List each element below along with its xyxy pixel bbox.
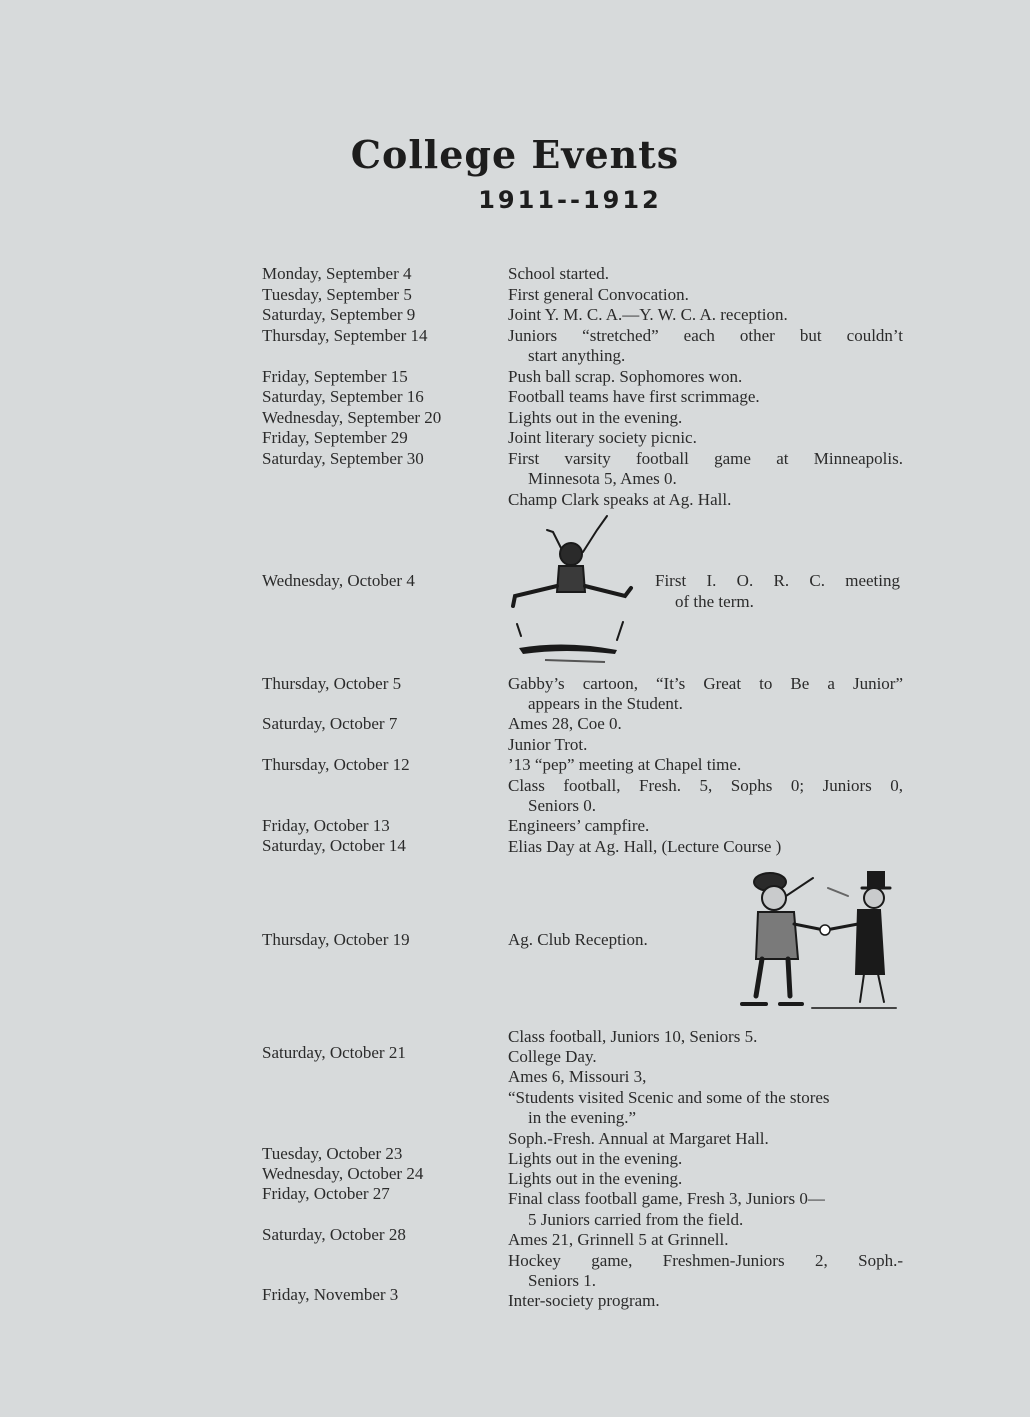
event-line: Class football, Fresh. 5, Sophs 0; Juniors 0, bbox=[508, 776, 903, 795]
event-line: Lights out in the evening. bbox=[508, 1169, 683, 1188]
event-line: Lights out in the evening. bbox=[508, 1149, 683, 1168]
event-line: Ames 28, Coe 0. bbox=[508, 714, 622, 733]
event-line: Final class football game, Fresh 3, Juniors 0— bbox=[508, 1189, 825, 1208]
event-line: Elias Day at Ag. Hall, (Lecture Course ) bbox=[508, 837, 782, 856]
date-line: Saturday, September 16 bbox=[262, 387, 424, 406]
event-line: First I. O. R. C. meeting bbox=[655, 571, 900, 590]
event-line: Ames 21, Grinnell 5 at Grinnell. bbox=[508, 1230, 729, 1249]
event-line: College Day. bbox=[508, 1047, 597, 1066]
date-line: Wednesday, October 24 bbox=[262, 1164, 424, 1183]
event-line: Class football, Juniors 10, Seniors 5. bbox=[508, 1027, 758, 1046]
event-line: 5 Juniors carried from the field. bbox=[528, 1210, 744, 1229]
event-line: appears in the Student. bbox=[528, 694, 683, 713]
event-line: First varsity football game at Minneapolis. bbox=[508, 449, 903, 468]
date-line: Saturday, October 14 bbox=[262, 836, 406, 855]
handshake-cartoon bbox=[728, 864, 903, 1019]
event-line: Ames 6, Missouri 3, bbox=[508, 1067, 647, 1086]
date-line: Friday, September 29 bbox=[262, 428, 408, 447]
event-line: First general Convocation. bbox=[508, 285, 689, 304]
date-line: Wednesday, September 20 bbox=[262, 408, 442, 427]
event-line: Junior Trot. bbox=[508, 735, 588, 754]
event-line: Lights out in the evening. bbox=[508, 408, 683, 427]
event-line: Juniors “stretched” each other but couldn’t bbox=[508, 326, 903, 345]
date-line: Friday, October 27 bbox=[262, 1184, 390, 1203]
date-line: Saturday, October 21 bbox=[262, 1043, 406, 1062]
date-line: Tuesday, October 23 bbox=[262, 1144, 403, 1163]
event-line: Engineers’ campfire. bbox=[508, 816, 650, 835]
date-line: Thursday, October 5 bbox=[262, 674, 402, 693]
event-line: Minnesota 5, Ames 0. bbox=[528, 469, 677, 488]
date-line: Friday, September 15 bbox=[262, 367, 408, 386]
event-line: ’13 “pep” meeting at Chapel time. bbox=[508, 755, 742, 774]
event-line: Champ Clark speaks at Ag. Hall. bbox=[508, 490, 732, 509]
event-line: Push ball scrap. Sophomores won. bbox=[508, 367, 743, 386]
event-line: Soph.-Fresh. Annual at Margaret Hall. bbox=[508, 1129, 769, 1148]
event-line: School started. bbox=[508, 264, 610, 283]
date-line: Thursday, October 12 bbox=[262, 755, 410, 774]
date-line: Saturday, September 30 bbox=[262, 449, 424, 468]
date-line: Tuesday, September 5 bbox=[262, 285, 412, 304]
page-title: College Events bbox=[350, 132, 680, 177]
event-line: of the term. bbox=[675, 592, 754, 611]
event-line: Joint literary society picnic. bbox=[508, 428, 697, 447]
event-line: Seniors 1. bbox=[528, 1271, 596, 1290]
event-line: “Students visited Scenic and some of the stores bbox=[508, 1088, 830, 1107]
date-line: Friday, November 3 bbox=[262, 1285, 399, 1304]
page-subtitle: 1911--1912 bbox=[478, 186, 662, 214]
event-line: Gabby’s cartoon, “It’s Great to Be a Junior” bbox=[508, 674, 903, 693]
event-line: start anything. bbox=[528, 346, 626, 365]
date-line: Thursday, October 19 bbox=[262, 930, 410, 949]
event-line: Inter-society program. bbox=[508, 1291, 660, 1310]
jumping-figure-cartoon bbox=[505, 512, 645, 667]
event-line: Hockey game, Freshmen-Juniors 2, Soph.- bbox=[508, 1251, 903, 1270]
event-line: Football teams have first scrimmage. bbox=[508, 387, 760, 406]
date-line: Saturday, October 28 bbox=[262, 1225, 406, 1244]
date-line: Wednesday, October 4 bbox=[262, 571, 415, 590]
event-line: in the evening.” bbox=[528, 1108, 637, 1127]
date-line: Monday, September 4 bbox=[262, 264, 412, 283]
date-line: Friday, October 13 bbox=[262, 816, 390, 835]
date-line: Saturday, September 9 bbox=[262, 305, 416, 324]
date-line: Saturday, October 7 bbox=[262, 714, 398, 733]
event-line: Seniors 0. bbox=[528, 796, 596, 815]
date-line: Thursday, September 14 bbox=[262, 326, 428, 345]
event-line: Joint Y. M. C. A.—Y. W. C. A. reception. bbox=[508, 305, 788, 324]
event-line: Ag. Club Reception. bbox=[508, 930, 648, 949]
